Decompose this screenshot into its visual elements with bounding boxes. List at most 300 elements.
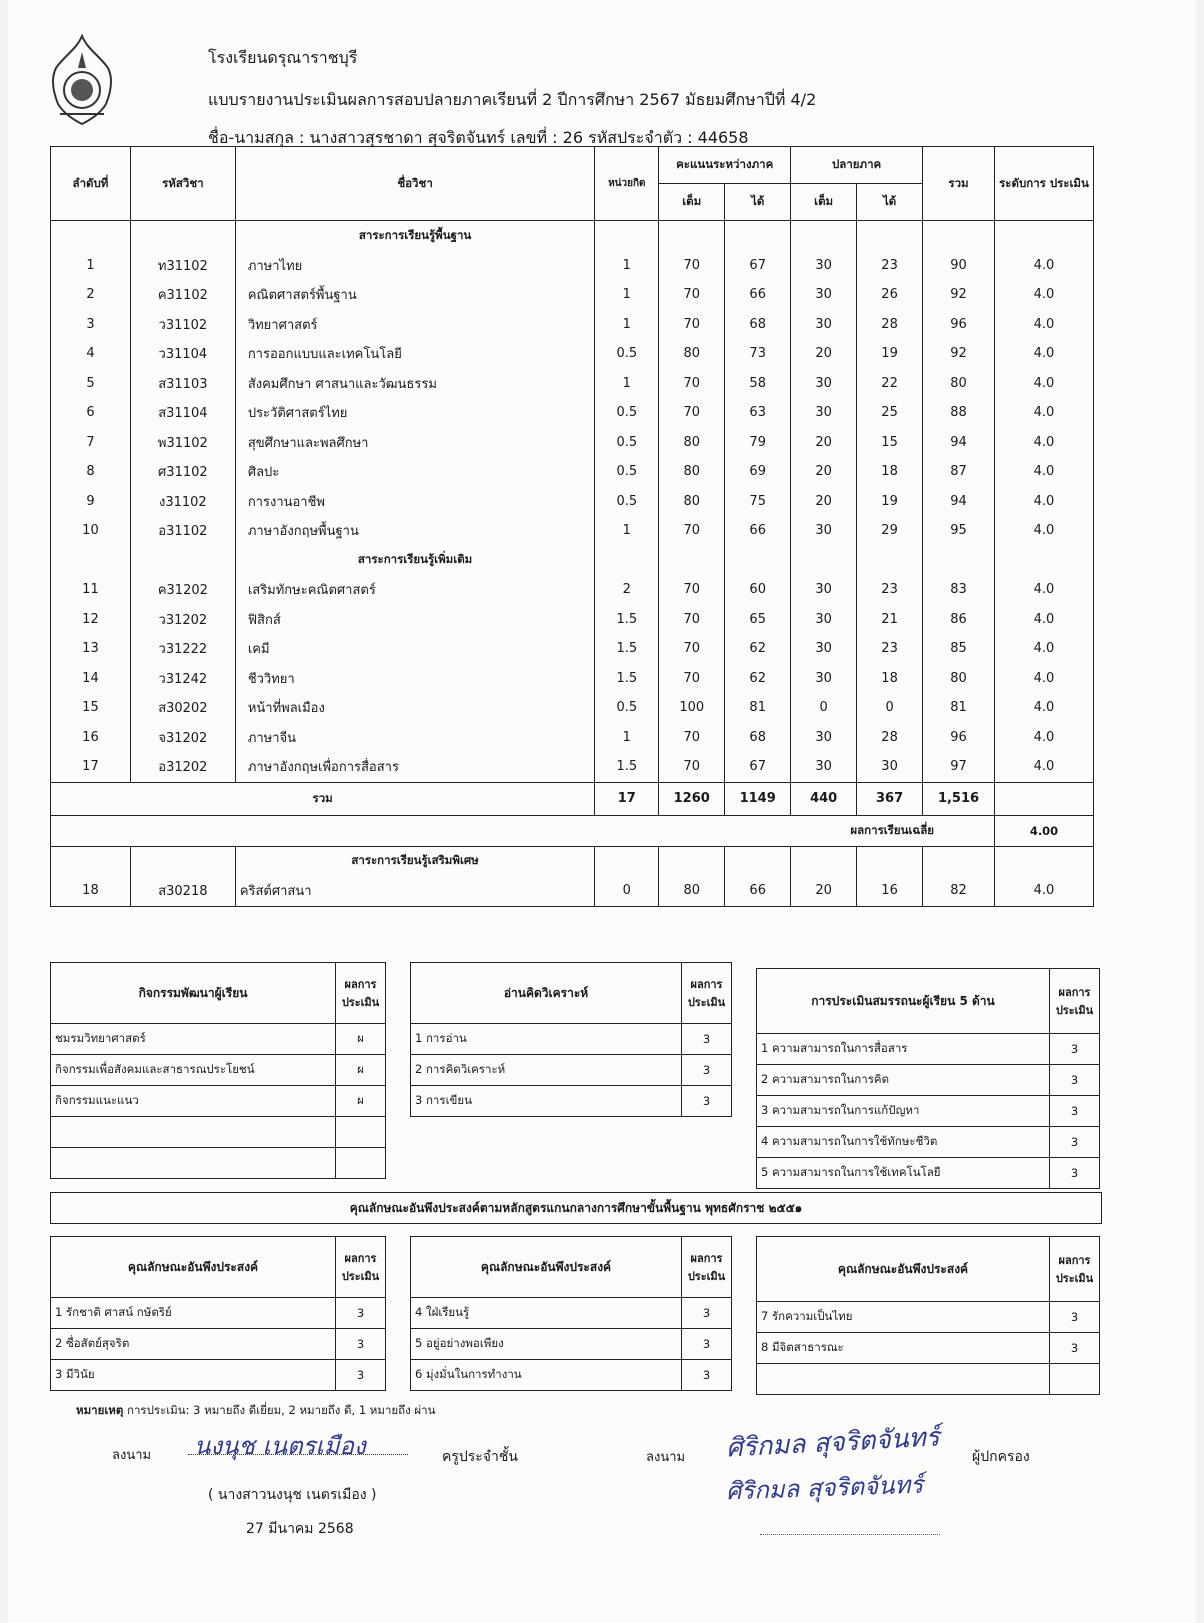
item-result: 3 (682, 1024, 732, 1055)
traits-head-1: คุณลักษณะอันพึงประสงค์ (51, 1237, 336, 1298)
cell-fin-got: 28 (857, 723, 923, 753)
cell-fin-full: 20 (791, 487, 857, 517)
cell-level: 4.0 (995, 575, 1094, 605)
cell-total: 87 (923, 457, 995, 487)
cell-fin-full: 30 (791, 664, 857, 694)
col-level: ระดับการ ประเมิน (995, 147, 1094, 221)
col-fin-full: เต็ม (791, 184, 857, 221)
sum-mid-full: 1260 (659, 782, 725, 815)
item-label: 4 ความสามารถในการใช้ทักษะชีวิต (757, 1127, 1050, 1158)
table-row (51, 487, 1094, 517)
activities-head: กิจกรรมพัฒนาผู้เรียน (51, 963, 336, 1024)
item-label: 6 มุ่งมั่นในการทำงาน (411, 1360, 682, 1391)
cell-name: เคมี (235, 634, 595, 664)
cell-mid-got: 65 (725, 605, 791, 635)
item-result: 3 (336, 1298, 386, 1329)
table-row (51, 457, 1094, 487)
col-total: รวม (923, 147, 995, 221)
cell-level: 4.0 (995, 605, 1094, 635)
cell-mid-full: 80 (659, 339, 725, 369)
group-row-basic (51, 221, 1094, 251)
cell-mid-got: 75 (725, 487, 791, 517)
report-sheet (8, 0, 1196, 1623)
cell-name: สังคมศึกษา ศาสนาและวัฒนธรรม (235, 369, 595, 399)
cell-mid-full: 70 (659, 369, 725, 399)
item-result: ผ (336, 1086, 386, 1117)
table-row (51, 369, 1094, 399)
item-label: กิจกรรมแนะแนว (51, 1086, 336, 1117)
cell-fin-full: 30 (791, 398, 857, 428)
cell-credit: 0.5 (595, 339, 659, 369)
item-result: 3 (336, 1329, 386, 1360)
cell-total: 81 (923, 693, 995, 723)
student-info: ชื่อ-นามสกุล : นางสาวสุรชาดา สุจริตจันทร์ เลขที่ : 26 รหัสประจำตัว : 44658 (208, 128, 749, 147)
list-item (411, 1298, 732, 1329)
cell-credit: 0.5 (595, 693, 659, 723)
cell-mid-got: 58 (725, 369, 791, 399)
col-name: ชื่อวิชา (235, 147, 595, 221)
cell-no: 3 (51, 310, 131, 340)
table-row (51, 693, 1094, 723)
item-result: 3 (1050, 1158, 1100, 1189)
list-item (757, 1034, 1100, 1065)
cell-credit: 1 (595, 280, 659, 310)
school-emblem-icon (46, 34, 118, 126)
cell-fin-got: 21 (857, 605, 923, 635)
table-row (51, 310, 1094, 340)
cell-level: 4.0 (995, 752, 1094, 782)
cell-no: 13 (51, 634, 131, 664)
cell-code: ศ31102 (130, 457, 235, 487)
item-label: 5 อยู่อย่างพอเพียง (411, 1329, 682, 1360)
cell-mid-full: 100 (659, 693, 725, 723)
list-item (757, 1096, 1100, 1127)
cell-mid-full: 70 (659, 605, 725, 635)
cell-level: 4.0 (995, 457, 1094, 487)
col-final: ปลายภาค (791, 147, 923, 184)
cell-fin-full: 30 (791, 723, 857, 753)
item-label: 7 รักความเป็นไทย (757, 1302, 1050, 1333)
school-name: โรงเรียนดรุณาราชบุรี (208, 48, 358, 67)
cell-credit: 0.5 (595, 457, 659, 487)
item-result: 3 (682, 1329, 732, 1360)
cell-credit: 1.5 (595, 664, 659, 694)
teacher-name: ( นางสาวนงนุช เนตรเมือง ) (208, 1487, 377, 1503)
cell-level: 4.0 (995, 693, 1094, 723)
cell-level: 4.0 (995, 369, 1094, 399)
cell-code: ว31242 (130, 664, 235, 694)
item-result: ผ (336, 1024, 386, 1055)
cell-level: 4.0 (995, 634, 1094, 664)
cell-fin-got: 23 (857, 634, 923, 664)
cell-mid-full: 70 (659, 575, 725, 605)
cell-total: 94 (923, 487, 995, 517)
teacher-role: ครูประจำชั้น (442, 1449, 518, 1465)
competency-table (756, 968, 1100, 1189)
group-extra-label: สาระการเรียนรู้เพิ่มเติม (235, 546, 595, 576)
cell-level: 4.0 (995, 487, 1094, 517)
item-result: 3 (1050, 1034, 1100, 1065)
cell-code: จ31202 (130, 723, 235, 753)
cell-fin-got: 19 (857, 339, 923, 369)
cell-mid-got: 68 (725, 723, 791, 753)
cell-code: ค31202 (130, 575, 235, 605)
item-result: 3 (682, 1360, 732, 1391)
traits-result-head-1: ผลการ ประเมิน (336, 1237, 386, 1298)
cell-fin-full: 30 (791, 752, 857, 782)
item-label: 2 การคิดวิเคราะห์ (411, 1055, 682, 1086)
reading-head: อ่านคิดวิเคราะห์ (411, 963, 682, 1024)
item-label: 3 การเขียน (411, 1086, 682, 1117)
table-row (51, 752, 1094, 782)
item-label: กิจกรรมเพื่อสังคมและสาธารณประโยชน์ (51, 1055, 336, 1086)
table-row (51, 723, 1094, 753)
special-mid-full: 80 (659, 876, 725, 906)
special-mid-got: 66 (725, 876, 791, 906)
cell-mid-got: 60 (725, 575, 791, 605)
grades-table (50, 146, 1094, 907)
col-code: รหัสวิชา (130, 147, 235, 221)
item-label: 1 รักชาติ ศาสน์ กษัตริย์ (51, 1298, 336, 1329)
cell-code: ว31104 (130, 339, 235, 369)
item-label: 1 การอ่าน (411, 1024, 682, 1055)
cell-total: 90 (923, 251, 995, 281)
cell-code: ว31102 (130, 310, 235, 340)
cell-no: 16 (51, 723, 131, 753)
cell-credit: 1 (595, 369, 659, 399)
cell-mid-full: 70 (659, 398, 725, 428)
traits-table-3 (756, 1236, 1100, 1395)
cell-fin-got: 29 (857, 516, 923, 546)
cell-fin-got: 26 (857, 280, 923, 310)
list-item (411, 1055, 732, 1086)
traits-table-1 (50, 1236, 386, 1391)
item-result: 3 (682, 1086, 732, 1117)
cell-name: ฟิสิกส์ (235, 605, 595, 635)
list-item (51, 1024, 386, 1055)
table-row (51, 339, 1094, 369)
cell-total: 96 (923, 723, 995, 753)
item-label: ชมรมวิทยาศาสตร์ (51, 1024, 336, 1055)
cell-no: 17 (51, 752, 131, 782)
cell-total: 97 (923, 752, 995, 782)
cell-fin-full: 30 (791, 516, 857, 546)
cell-fin-full: 20 (791, 428, 857, 458)
list-item (411, 1360, 732, 1391)
cell-mid-got: 66 (725, 516, 791, 546)
cell-fin-full: 30 (791, 251, 857, 281)
cell-mid-full: 70 (659, 251, 725, 281)
cell-name: หน้าที่พลเมือง (235, 693, 595, 723)
traits-head-2: คุณลักษณะอันพึงประสงค์ (411, 1237, 682, 1298)
cell-code: ส31104 (130, 398, 235, 428)
teacher-signature: นงนุช เนตรเมือง (194, 1432, 366, 1460)
item-label (51, 1117, 336, 1148)
traits-result-head-3: ผลการ ประเมิน (1050, 1237, 1100, 1302)
list-item (757, 1333, 1100, 1364)
cell-credit: 1.5 (595, 605, 659, 635)
traits-banner: คุณลักษณะอันพึงประสงค์ตามหลักสูตรแกนกลางการศึกษาขั้นพื้นฐาน พุทธศักราช ๒๕๕๑ (50, 1192, 1102, 1224)
cell-total: 96 (923, 310, 995, 340)
cell-no: 2 (51, 280, 131, 310)
sum-fin-full: 440 (791, 782, 857, 815)
traits-table-2 (410, 1236, 732, 1391)
cell-total: 80 (923, 369, 995, 399)
special-level: 4.0 (995, 876, 1094, 906)
cell-mid-full: 70 (659, 752, 725, 782)
cell-mid-full: 70 (659, 664, 725, 694)
cell-fin-got: 15 (857, 428, 923, 458)
cell-credit: 1.5 (595, 634, 659, 664)
item-label (51, 1148, 336, 1179)
cell-total: 92 (923, 280, 995, 310)
reading-result-head: ผลการ ประเมิน (682, 963, 732, 1024)
table-row (51, 605, 1094, 635)
cell-total: 95 (923, 516, 995, 546)
cell-name: การออกแบบและเทคโนโลยี (235, 339, 595, 369)
traits-result-head-2: ผลการ ประเมิน (682, 1237, 732, 1298)
item-result: 3 (1050, 1333, 1100, 1364)
item-label: 1 ความสามารถในการสื่อสาร (757, 1034, 1050, 1065)
item-result (1050, 1364, 1100, 1395)
sum-fin-got: 367 (857, 782, 923, 815)
list-item (51, 1148, 386, 1179)
cell-mid-got: 73 (725, 339, 791, 369)
competency-result-head: ผลการ ประเมิน (1050, 969, 1100, 1034)
cell-fin-full: 30 (791, 634, 857, 664)
list-item (757, 1158, 1100, 1189)
list-item (411, 1024, 732, 1055)
cell-code: ว31222 (130, 634, 235, 664)
cell-name: ประวัติศาสตร์ไทย (235, 398, 595, 428)
cell-no: 14 (51, 664, 131, 694)
list-item (51, 1086, 386, 1117)
cell-mid-got: 62 (725, 634, 791, 664)
cell-name: คณิตศาสตร์พื้นฐาน (235, 280, 595, 310)
cell-total: 80 (923, 664, 995, 694)
cell-fin-got: 0 (857, 693, 923, 723)
list-item (51, 1329, 386, 1360)
table-row (51, 664, 1094, 694)
group-basic-label: สาระการเรียนรู้พื้นฐาน (235, 221, 595, 251)
group-row-extra (51, 546, 1094, 576)
cell-mid-got: 68 (725, 310, 791, 340)
report-date: 27 มีนาคม 2568 (246, 1521, 354, 1537)
teacher-sign-label: ลงนาม (112, 1448, 152, 1463)
item-result: 3 (1050, 1096, 1100, 1127)
item-result: 3 (1050, 1065, 1100, 1096)
list-item (411, 1086, 732, 1117)
cell-code: ค31102 (130, 280, 235, 310)
special-group-row (51, 846, 1094, 876)
list-item (51, 1298, 386, 1329)
cell-code: ง31102 (130, 487, 235, 517)
cell-fin-got: 23 (857, 575, 923, 605)
cell-total: 92 (923, 339, 995, 369)
cell-fin-full: 30 (791, 280, 857, 310)
cell-level: 4.0 (995, 310, 1094, 340)
special-no: 18 (51, 876, 131, 906)
cell-no: 5 (51, 369, 131, 399)
item-label: 8 มีจิตสาธารณะ (757, 1333, 1050, 1364)
cell-total: 85 (923, 634, 995, 664)
item-label: 3 ความสามารถในการแก้ปัญหา (757, 1096, 1050, 1127)
activities-result-head: ผลการ ประเมิน (336, 963, 386, 1024)
cell-credit: 0.5 (595, 398, 659, 428)
special-row (51, 876, 1094, 906)
col-no: ลำดับที่ (51, 147, 131, 221)
report-title: แบบรายงานประเมินผลการสอบปลายภาคเรียนที่ 2 ปีการศึกษา 2567 มัธยมศึกษาปีที่ 4/2 (208, 90, 817, 109)
cell-fin-full: 20 (791, 339, 857, 369)
cell-total: 88 (923, 398, 995, 428)
cell-level: 4.0 (995, 516, 1094, 546)
parent-sign-label: ลงนาม (646, 1450, 686, 1465)
cell-fin-full: 20 (791, 457, 857, 487)
gpa-value: 4.00 (995, 815, 1094, 846)
cell-name: ภาษาไทย (235, 251, 595, 281)
cell-code: พ31102 (130, 428, 235, 458)
item-result: 3 (682, 1298, 732, 1329)
cell-mid-full: 80 (659, 428, 725, 458)
list-item (51, 1360, 386, 1391)
cell-level: 4.0 (995, 428, 1094, 458)
cell-code: ส30202 (130, 693, 235, 723)
list-item (757, 1302, 1100, 1333)
cell-fin-full: 30 (791, 310, 857, 340)
cell-mid-got: 81 (725, 693, 791, 723)
cell-mid-got: 67 (725, 752, 791, 782)
cell-code: อ31202 (130, 752, 235, 782)
traits-head-3: คุณลักษณะอันพึงประสงค์ (757, 1237, 1050, 1302)
gpa-label: ผลการเรียนเฉลี่ย (51, 815, 995, 846)
cell-mid-got: 67 (725, 251, 791, 281)
note (76, 1402, 435, 1420)
col-credit: หน่วยกิต (595, 147, 659, 221)
cell-fin-got: 18 (857, 664, 923, 694)
list-item (757, 1065, 1100, 1096)
cell-mid-full: 80 (659, 457, 725, 487)
cell-level: 4.0 (995, 723, 1094, 753)
cell-name: วิทยาศาสตร์ (235, 310, 595, 340)
cell-credit: 2 (595, 575, 659, 605)
cell-no: 4 (51, 339, 131, 369)
cell-mid-got: 62 (725, 664, 791, 694)
parent-signature-2: ศิริกมล สุจริตจันทร์ (725, 1470, 924, 1506)
special-fin-got: 16 (857, 876, 923, 906)
list-item (51, 1055, 386, 1086)
cell-total: 94 (923, 428, 995, 458)
table-row (51, 251, 1094, 281)
col-mid-full: เต็ม (659, 184, 725, 221)
cell-name: ชีววิทยา (235, 664, 595, 694)
cell-fin-full: 0 (791, 693, 857, 723)
note-text: การประเมิน: 3 หมายถึง ดีเยี่ยม, 2 หมายถึง ดี, 1 หมายถึง ผ่าน (127, 1403, 436, 1417)
cell-mid-got: 63 (725, 398, 791, 428)
cell-mid-full: 70 (659, 516, 725, 546)
cell-fin-full: 30 (791, 575, 857, 605)
cell-credit: 1 (595, 723, 659, 753)
item-result: 3 (1050, 1127, 1100, 1158)
cell-no: 12 (51, 605, 131, 635)
cell-mid-full: 70 (659, 723, 725, 753)
activities-table (50, 962, 386, 1179)
cell-credit: 0.5 (595, 428, 659, 458)
item-result: 3 (1050, 1302, 1100, 1333)
cell-no: 11 (51, 575, 131, 605)
list-item (411, 1329, 732, 1360)
sum-total: 1,516 (923, 782, 995, 815)
cell-credit: 1 (595, 310, 659, 340)
cell-fin-got: 23 (857, 251, 923, 281)
cell-total: 86 (923, 605, 995, 635)
table-row (51, 428, 1094, 458)
cell-fin-got: 22 (857, 369, 923, 399)
cell-credit: 1.5 (595, 752, 659, 782)
cell-credit: 0.5 (595, 487, 659, 517)
cell-no: 10 (51, 516, 131, 546)
item-result: 3 (682, 1055, 732, 1086)
cell-fin-got: 28 (857, 310, 923, 340)
cell-fin-got: 25 (857, 398, 923, 428)
cell-name: ภาษาอังกฤษพื้นฐาน (235, 516, 595, 546)
cell-name: เสริมทักษะคณิตศาสตร์ (235, 575, 595, 605)
cell-fin-full: 30 (791, 605, 857, 635)
cell-name: การงานอาชีพ (235, 487, 595, 517)
special-group-label: สาระการเรียนรู้เสริมพิเศษ (235, 846, 595, 876)
cell-fin-got: 18 (857, 457, 923, 487)
cell-name: ศิลปะ (235, 457, 595, 487)
cell-name: สุขศึกษาและพลศึกษา (235, 428, 595, 458)
cell-total: 83 (923, 575, 995, 605)
item-result (336, 1117, 386, 1148)
cell-fin-got: 19 (857, 487, 923, 517)
cell-mid-got: 79 (725, 428, 791, 458)
cell-code: ว31202 (130, 605, 235, 635)
header-row-1 (51, 147, 1094, 184)
cell-level: 4.0 (995, 398, 1094, 428)
cell-name: ภาษาจีน (235, 723, 595, 753)
cell-level: 4.0 (995, 339, 1094, 369)
special-name: คริสต์ศาสนา (235, 876, 595, 906)
cell-no: 7 (51, 428, 131, 458)
parent-signature-1: ศิริกมล สุจริตจันทร์ (725, 1422, 941, 1464)
cell-no: 8 (51, 457, 131, 487)
cell-no: 15 (51, 693, 131, 723)
cell-code: อ31102 (130, 516, 235, 546)
special-total: 82 (923, 876, 995, 906)
list-item (51, 1117, 386, 1148)
cell-mid-got: 66 (725, 280, 791, 310)
item-label: 5 ความสามารถในการใช้เทคโนโลยี (757, 1158, 1050, 1189)
item-result: ผ (336, 1055, 386, 1086)
cell-fin-got: 30 (857, 752, 923, 782)
item-label (757, 1364, 1050, 1395)
cell-level: 4.0 (995, 251, 1094, 281)
item-result (336, 1148, 386, 1179)
cell-no: 1 (51, 251, 131, 281)
col-fin-got: ได้ (857, 184, 923, 221)
table-row (51, 516, 1094, 546)
cell-mid-full: 80 (659, 487, 725, 517)
cell-level: 4.0 (995, 664, 1094, 694)
sum-label: รวม (51, 782, 595, 815)
parent-role: ผู้ปกครอง (972, 1449, 1030, 1465)
item-label: 2 ความสามารถในการคิด (757, 1065, 1050, 1096)
table-row (51, 398, 1094, 428)
sum-row (51, 782, 1094, 815)
cell-mid-full: 70 (659, 310, 725, 340)
special-code: ส30218 (130, 876, 235, 906)
